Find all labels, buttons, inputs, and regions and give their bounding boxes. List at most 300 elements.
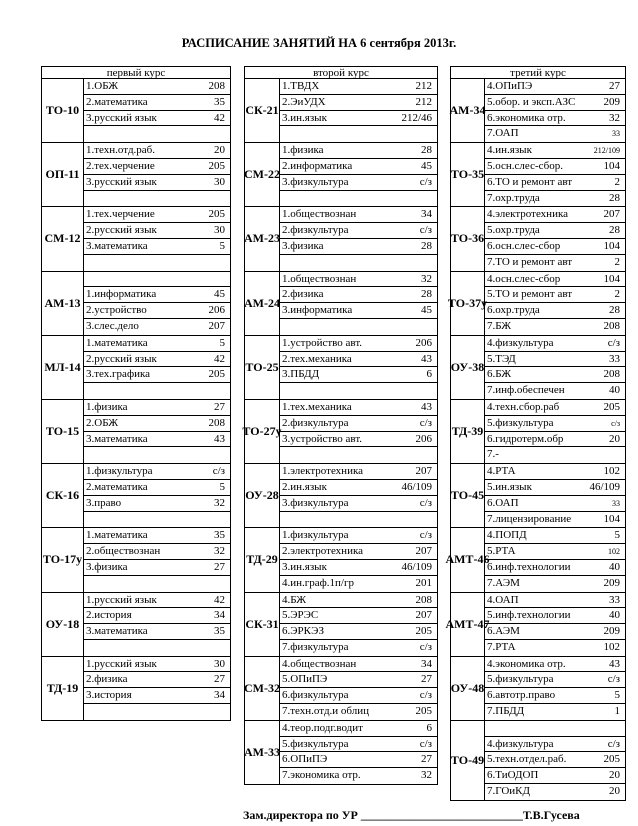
- lesson-subject: 2.история: [86, 609, 132, 622]
- group-block: [451, 400, 625, 464]
- lesson-subject: 5.физкультура: [487, 673, 554, 686]
- lesson-row: [280, 79, 437, 95]
- lesson-row: [485, 191, 625, 207]
- lesson-subject: 1.физкультура: [282, 529, 349, 542]
- lesson-room: 205: [208, 208, 225, 221]
- group-block: [245, 657, 437, 721]
- lesson-room: 32: [214, 496, 225, 509]
- lesson-subject: 2.информатика: [282, 159, 353, 172]
- lesson-subject: 3.ПБДД: [282, 368, 320, 381]
- lesson-row: [84, 657, 230, 673]
- lesson-subject: 6.гидротерм.обр: [487, 432, 564, 445]
- lesson-room: с/з: [419, 689, 432, 702]
- lesson-room: [225, 272, 230, 287]
- group-name: АМ -23: [245, 207, 280, 270]
- group-name: СК-31: [245, 593, 280, 656]
- lesson-room: 46/109: [401, 560, 432, 573]
- lesson-room: 5: [614, 689, 620, 702]
- lesson-row: [84, 608, 230, 624]
- group-blocks: [445, 79, 626, 801]
- lesson-subject: 2.тех.черчение: [86, 159, 155, 172]
- lesson-room: 32: [214, 545, 225, 558]
- lesson-room: 208: [603, 368, 620, 381]
- lesson-room: 46/109: [589, 480, 620, 493]
- lesson-row: [485, 303, 625, 319]
- lesson-row: [280, 239, 437, 255]
- group-block: [245, 528, 437, 592]
- lesson-row: [280, 704, 437, 720]
- lesson-room: 209: [603, 95, 620, 108]
- lesson-room: [620, 447, 625, 463]
- lesson-room: 30: [214, 657, 225, 670]
- lesson-subject: 2.устройство: [86, 304, 147, 317]
- group-block: [445, 528, 625, 592]
- lesson-room: 45: [421, 159, 432, 172]
- group-name: ТО-10: [42, 79, 84, 142]
- lesson-row: [485, 640, 625, 656]
- lesson-row: [280, 416, 437, 432]
- lesson-subject: 3.информатика: [282, 304, 353, 317]
- lesson-subject: 5.обор. и эксп.АЗС: [487, 95, 576, 108]
- lesson-row: [280, 287, 437, 303]
- lesson-subject: 1.математика: [86, 529, 148, 542]
- lesson-subject: 4.РТА: [487, 465, 516, 478]
- lesson-subject: 4.теор.подг.водит: [282, 721, 363, 734]
- lesson-subject: 6.осн.слес-сбор: [487, 239, 561, 252]
- column-header: первый курс: [41, 66, 231, 79]
- lesson-room: 212/46: [401, 111, 432, 124]
- lesson-subject: 2.физкультура: [282, 416, 349, 429]
- lesson-row: [280, 111, 437, 127]
- group-block: [42, 207, 230, 271]
- lesson-row: [84, 496, 230, 512]
- lesson-row: [485, 255, 625, 271]
- lesson-row: [84, 383, 230, 399]
- lesson-row: [485, 400, 625, 416]
- lesson-subject: 5.ТЭД: [487, 352, 516, 365]
- group-blocks: [244, 79, 438, 785]
- group-name: ТО -49: [451, 721, 485, 800]
- group-name: ОП-11: [42, 143, 84, 206]
- lesson-subject: 6.автотр.право: [487, 689, 556, 702]
- lesson-subject: 1.ТВДХ: [282, 80, 320, 92]
- lesson-subject: [280, 319, 432, 335]
- group-name: СМ -22: [245, 143, 280, 206]
- lesson-row: [485, 272, 625, 288]
- lesson-row: [280, 560, 437, 576]
- lesson-row: [485, 480, 625, 496]
- lesson-row: [84, 464, 230, 480]
- lesson-row: [280, 593, 437, 609]
- lesson-subject: 7.лицензирование: [487, 512, 572, 525]
- lesson-row: [84, 111, 230, 127]
- lesson-subject: 1.физика: [86, 400, 128, 413]
- lesson-room: 104: [603, 272, 620, 285]
- lesson-room: 28: [609, 224, 620, 237]
- lesson-subject: 4.ин.граф.1п/гр: [282, 576, 354, 589]
- lesson-row: [485, 111, 625, 127]
- lesson-subject: 2.русский язык: [86, 224, 157, 237]
- lesson-subject: 7.ОАП: [487, 127, 519, 140]
- lesson-row: [485, 336, 625, 352]
- lesson-subject: 5.техн.отдел.раб.: [487, 753, 567, 766]
- lesson-row: [84, 512, 230, 528]
- lesson-row: [485, 383, 625, 399]
- lesson-subject: 4.осн.слес-сбор: [487, 272, 561, 285]
- lesson-subject: 2.тех.механика: [282, 352, 352, 365]
- lesson-subject: 1.ОБЖ: [86, 80, 119, 92]
- lesson-row: [485, 287, 625, 303]
- lesson-row: [84, 432, 230, 448]
- lesson-row: [84, 79, 230, 95]
- lesson-row: [485, 367, 625, 383]
- lesson-subject: [84, 704, 225, 720]
- lesson-subject: 3.физика: [86, 560, 128, 573]
- lesson-row: [84, 255, 230, 271]
- column-header: третий курс: [450, 66, 626, 79]
- lesson-room: 104: [603, 512, 620, 525]
- lesson-room: 28: [421, 288, 432, 301]
- lesson-room: 208: [208, 80, 225, 92]
- group-name: ТО-45: [451, 464, 485, 527]
- lesson-room: 32: [609, 111, 620, 124]
- lesson-room: [432, 319, 437, 335]
- lesson-row: [280, 352, 437, 368]
- group-block: [451, 657, 625, 721]
- group-name: ТД-39: [451, 400, 485, 463]
- lesson-room: [432, 255, 437, 271]
- lesson-row: [280, 640, 437, 656]
- lesson-room: 5: [614, 529, 620, 542]
- lesson-row: [280, 464, 437, 480]
- lesson-room: 27: [214, 673, 225, 686]
- lesson-subject: 1.обществознан: [282, 272, 357, 285]
- group-block: [451, 721, 625, 801]
- lesson-row: [280, 303, 437, 319]
- group-name: ТО-27у: [245, 400, 280, 463]
- lesson-subject: 2.ЭиУДХ: [282, 95, 326, 108]
- lesson-subject: 2.физкультура: [282, 224, 349, 237]
- lesson-room: 207: [415, 545, 432, 558]
- group-block: [245, 721, 437, 785]
- lesson-room: 20: [214, 144, 225, 157]
- lesson-row: [280, 191, 437, 207]
- lesson-row: [485, 593, 625, 609]
- lesson-room: [432, 512, 437, 528]
- lesson-room: 102: [608, 547, 620, 557]
- lesson-room: с/з: [419, 640, 432, 653]
- lesson-row: [280, 383, 437, 399]
- lesson-row: [280, 95, 437, 111]
- lesson-room: 27: [421, 673, 432, 686]
- lesson-room: 42: [214, 111, 225, 124]
- lesson-row: [84, 223, 230, 239]
- lesson-room: 42: [214, 593, 225, 606]
- lesson-row: [485, 721, 625, 737]
- lesson-room: с/з: [419, 416, 432, 429]
- lesson-row: [84, 303, 230, 319]
- lesson-room: [225, 512, 230, 528]
- lesson-subject: 1.физика: [282, 144, 324, 157]
- lesson-room: 205: [415, 625, 432, 638]
- lesson-room: 33: [612, 129, 620, 139]
- group-block: [245, 207, 437, 271]
- lesson-row: [280, 721, 437, 737]
- lesson-room: [225, 191, 230, 207]
- column-first-course: [41, 66, 231, 721]
- lesson-subject: [280, 447, 432, 463]
- lesson-row: [84, 576, 230, 592]
- lesson-row: [485, 704, 625, 720]
- lesson-row: [280, 624, 437, 640]
- group-block: [42, 464, 230, 528]
- lesson-row: [280, 672, 437, 688]
- lesson-subject: 2.физика: [282, 288, 324, 301]
- lesson-subject: 5.ЭРЭС: [282, 609, 319, 622]
- lesson-subject: 2.математика: [86, 95, 148, 108]
- lesson-room: 34: [421, 208, 432, 221]
- group-block: [245, 464, 437, 528]
- lesson-subject: 5.ТО и ремонт авт: [487, 288, 573, 301]
- lesson-room: с/з: [419, 529, 432, 542]
- lesson-room: 207: [415, 609, 432, 622]
- group-block: [245, 143, 437, 207]
- lesson-room: 45: [421, 304, 432, 317]
- group-name: СК-16: [42, 464, 84, 527]
- lesson-room: 35: [214, 625, 225, 638]
- lesson-room: 46/109: [401, 480, 432, 493]
- lesson-room: 34: [214, 609, 225, 622]
- lesson-row: [485, 143, 625, 159]
- lesson-room: 212/109: [593, 146, 620, 156]
- lesson-room: 1: [614, 705, 620, 718]
- lesson-row: [485, 319, 625, 335]
- lesson-row: [485, 560, 625, 576]
- lesson-row: [280, 752, 437, 768]
- group-block: [451, 143, 625, 207]
- lesson-row: [280, 143, 437, 159]
- group-name: ОУ-18: [42, 593, 84, 656]
- lesson-room: с/з: [607, 737, 620, 750]
- lesson-room: [225, 126, 230, 142]
- lesson-subject: [84, 512, 225, 528]
- group-name: АМ -24: [245, 272, 280, 335]
- group-block: [242, 400, 437, 464]
- lesson-subject: 5.физкультура: [282, 737, 349, 750]
- lesson-subject: 1.физкультура: [86, 465, 153, 478]
- lesson-subject: 7.-: [487, 448, 499, 461]
- lesson-subject: 3.математика: [86, 239, 148, 252]
- group-block: [42, 657, 230, 721]
- lesson-row: [485, 737, 625, 753]
- group-name: АМТ -46: [451, 528, 485, 591]
- lesson-row: [84, 272, 230, 288]
- column-header: второй курс: [244, 66, 438, 79]
- lesson-subject: 5.инф.технологии: [487, 609, 571, 622]
- lesson-room: [432, 126, 437, 142]
- lesson-row: [280, 737, 437, 753]
- group-name: ОУ -38: [451, 336, 485, 399]
- lesson-room: 208: [603, 319, 620, 332]
- lesson-row: [84, 352, 230, 368]
- lesson-subject: 3.русский язык: [86, 175, 157, 188]
- lesson-subject: 2.ин.язык: [282, 480, 327, 493]
- lesson-room: 34: [421, 657, 432, 670]
- group-block: [42, 79, 230, 143]
- lesson-subject: 4.ОАП: [487, 593, 519, 606]
- page-title: РАСПИСАНИЕ ЗАНЯТИЙ НА 6 сентября 2013г.: [181, 36, 457, 50]
- lesson-room: [432, 447, 437, 463]
- lesson-subject: 7.ГОиКД: [487, 785, 531, 798]
- lesson-room: 206: [415, 336, 432, 349]
- lesson-room: [620, 721, 625, 736]
- lesson-room: 212: [415, 80, 432, 92]
- lesson-row: [485, 688, 625, 704]
- lesson-row: [280, 175, 437, 191]
- lesson-row: [485, 207, 625, 223]
- group-block: [451, 207, 625, 271]
- lesson-subject: 2.ОБЖ: [86, 416, 119, 429]
- lesson-subject: [84, 640, 225, 656]
- lesson-room: 205: [208, 368, 225, 381]
- lesson-subject: 1.устройство авт.: [282, 336, 363, 349]
- lesson-room: 32: [421, 272, 432, 285]
- lesson-subject: 1.тех.черчение: [86, 208, 155, 221]
- group-block: [451, 79, 625, 143]
- lesson-row: [280, 367, 437, 383]
- lesson-room: 33: [609, 593, 620, 606]
- lesson-room: 20: [609, 432, 620, 445]
- lesson-room: 40: [609, 560, 620, 573]
- group-name: ТО -36: [451, 207, 485, 270]
- lesson-row: [485, 95, 625, 111]
- lesson-row: [485, 447, 625, 463]
- lesson-row: [485, 608, 625, 624]
- group-name: ТД-29: [245, 528, 280, 591]
- lesson-room: 2: [614, 288, 620, 301]
- lesson-subject: 1.русский язык: [86, 593, 157, 606]
- lesson-subject: 2.математика: [86, 480, 148, 493]
- lesson-room: 209: [603, 625, 620, 638]
- lesson-row: [280, 319, 437, 335]
- lesson-subject: 7.РТА: [487, 640, 516, 653]
- lesson-room: 207: [603, 208, 620, 221]
- lesson-row: [280, 400, 437, 416]
- lesson-room: 209: [603, 576, 620, 589]
- lesson-room: 207: [415, 465, 432, 478]
- lesson-room: 6: [426, 721, 432, 734]
- lesson-subject: 3.ин.язык: [282, 111, 327, 124]
- lesson-row: [84, 528, 230, 544]
- lesson-room: [225, 447, 230, 463]
- lesson-subject: 3.устройство авт.: [282, 432, 363, 445]
- lesson-subject: 4.техн.сбор.раб: [487, 400, 560, 413]
- lesson-subject: 7.ПБДД: [487, 705, 525, 718]
- group-name: ОУ-28: [245, 464, 280, 527]
- lesson-row: [280, 336, 437, 352]
- lesson-row: [280, 272, 437, 288]
- lesson-room: 5: [219, 480, 225, 493]
- lesson-row: [485, 175, 625, 191]
- lesson-room: 43: [214, 432, 225, 445]
- lesson-room: 32: [421, 769, 432, 782]
- lesson-row: [84, 207, 230, 223]
- lesson-subject: 5.охр.труда: [487, 224, 540, 237]
- lesson-room: 205: [603, 753, 620, 766]
- lesson-row: [84, 336, 230, 352]
- lesson-room: 43: [421, 400, 432, 413]
- lesson-room: [225, 383, 230, 399]
- lesson-row: [280, 496, 437, 512]
- lesson-row: [84, 593, 230, 609]
- lesson-subject: 2.электротехника: [282, 545, 364, 558]
- lesson-subject: 3.физкультура: [282, 496, 349, 509]
- lesson-room: 28: [609, 304, 620, 317]
- group-block: [245, 79, 437, 143]
- lesson-room: 2: [614, 175, 620, 188]
- lesson-room: с/з: [212, 465, 225, 478]
- lesson-subject: 6.БЖ: [487, 368, 512, 381]
- lesson-room: 27: [214, 400, 225, 413]
- lesson-subject: 6.АЭМ: [487, 625, 520, 638]
- lesson-subject: 6.ОПиПЭ: [282, 753, 328, 766]
- lesson-row: [280, 688, 437, 704]
- lesson-row: [84, 704, 230, 720]
- lesson-room: [225, 640, 230, 656]
- lesson-subject: [84, 447, 225, 463]
- lesson-row: [84, 159, 230, 175]
- lesson-subject: 4.ин.язык: [487, 144, 532, 157]
- lesson-subject: 7.ТО и ремонт авт: [487, 255, 573, 268]
- lesson-subject: 5.физкультура: [487, 416, 554, 429]
- lesson-room: 43: [421, 352, 432, 365]
- lesson-room: с/з: [419, 737, 432, 750]
- lesson-subject: [485, 721, 620, 736]
- group-name: ТО - 37у: [451, 272, 485, 335]
- lesson-subject: 1.математика: [86, 336, 148, 349]
- lesson-row: [485, 223, 625, 239]
- lesson-subject: 6.ОАП: [487, 496, 519, 509]
- lesson-row: [485, 239, 625, 255]
- lesson-subject: 6.экономика отр.: [487, 111, 566, 124]
- lesson-row: [84, 624, 230, 640]
- group-name: ТО-15: [42, 400, 84, 463]
- lesson-room: [225, 576, 230, 592]
- lesson-room: 27: [609, 80, 620, 92]
- lesson-room: 45: [214, 288, 225, 301]
- lesson-subject: 3.слес.дело: [86, 319, 139, 332]
- signature-line: Зам.директора по УР ___________________________Т.В.Гусева: [243, 808, 580, 822]
- lesson-row: [84, 400, 230, 416]
- lesson-row: [485, 657, 625, 673]
- group-block: [42, 336, 230, 400]
- lesson-subject: 3.право: [86, 496, 122, 509]
- lesson-row: [485, 752, 625, 768]
- lesson-row: [84, 480, 230, 496]
- lesson-row: [280, 512, 437, 528]
- group-name: АМТ -47: [451, 593, 485, 656]
- lesson-subject: [280, 255, 432, 271]
- lesson-row: [84, 672, 230, 688]
- lesson-row: [84, 175, 230, 191]
- group-blocks: [41, 79, 231, 721]
- lesson-subject: 6.физкультура: [282, 689, 349, 702]
- lesson-subject: 2.физика: [86, 673, 128, 686]
- lesson-subject: [280, 191, 432, 207]
- lesson-room: 102: [603, 465, 620, 478]
- lesson-room: 30: [214, 224, 225, 237]
- lesson-room: 42: [214, 352, 225, 365]
